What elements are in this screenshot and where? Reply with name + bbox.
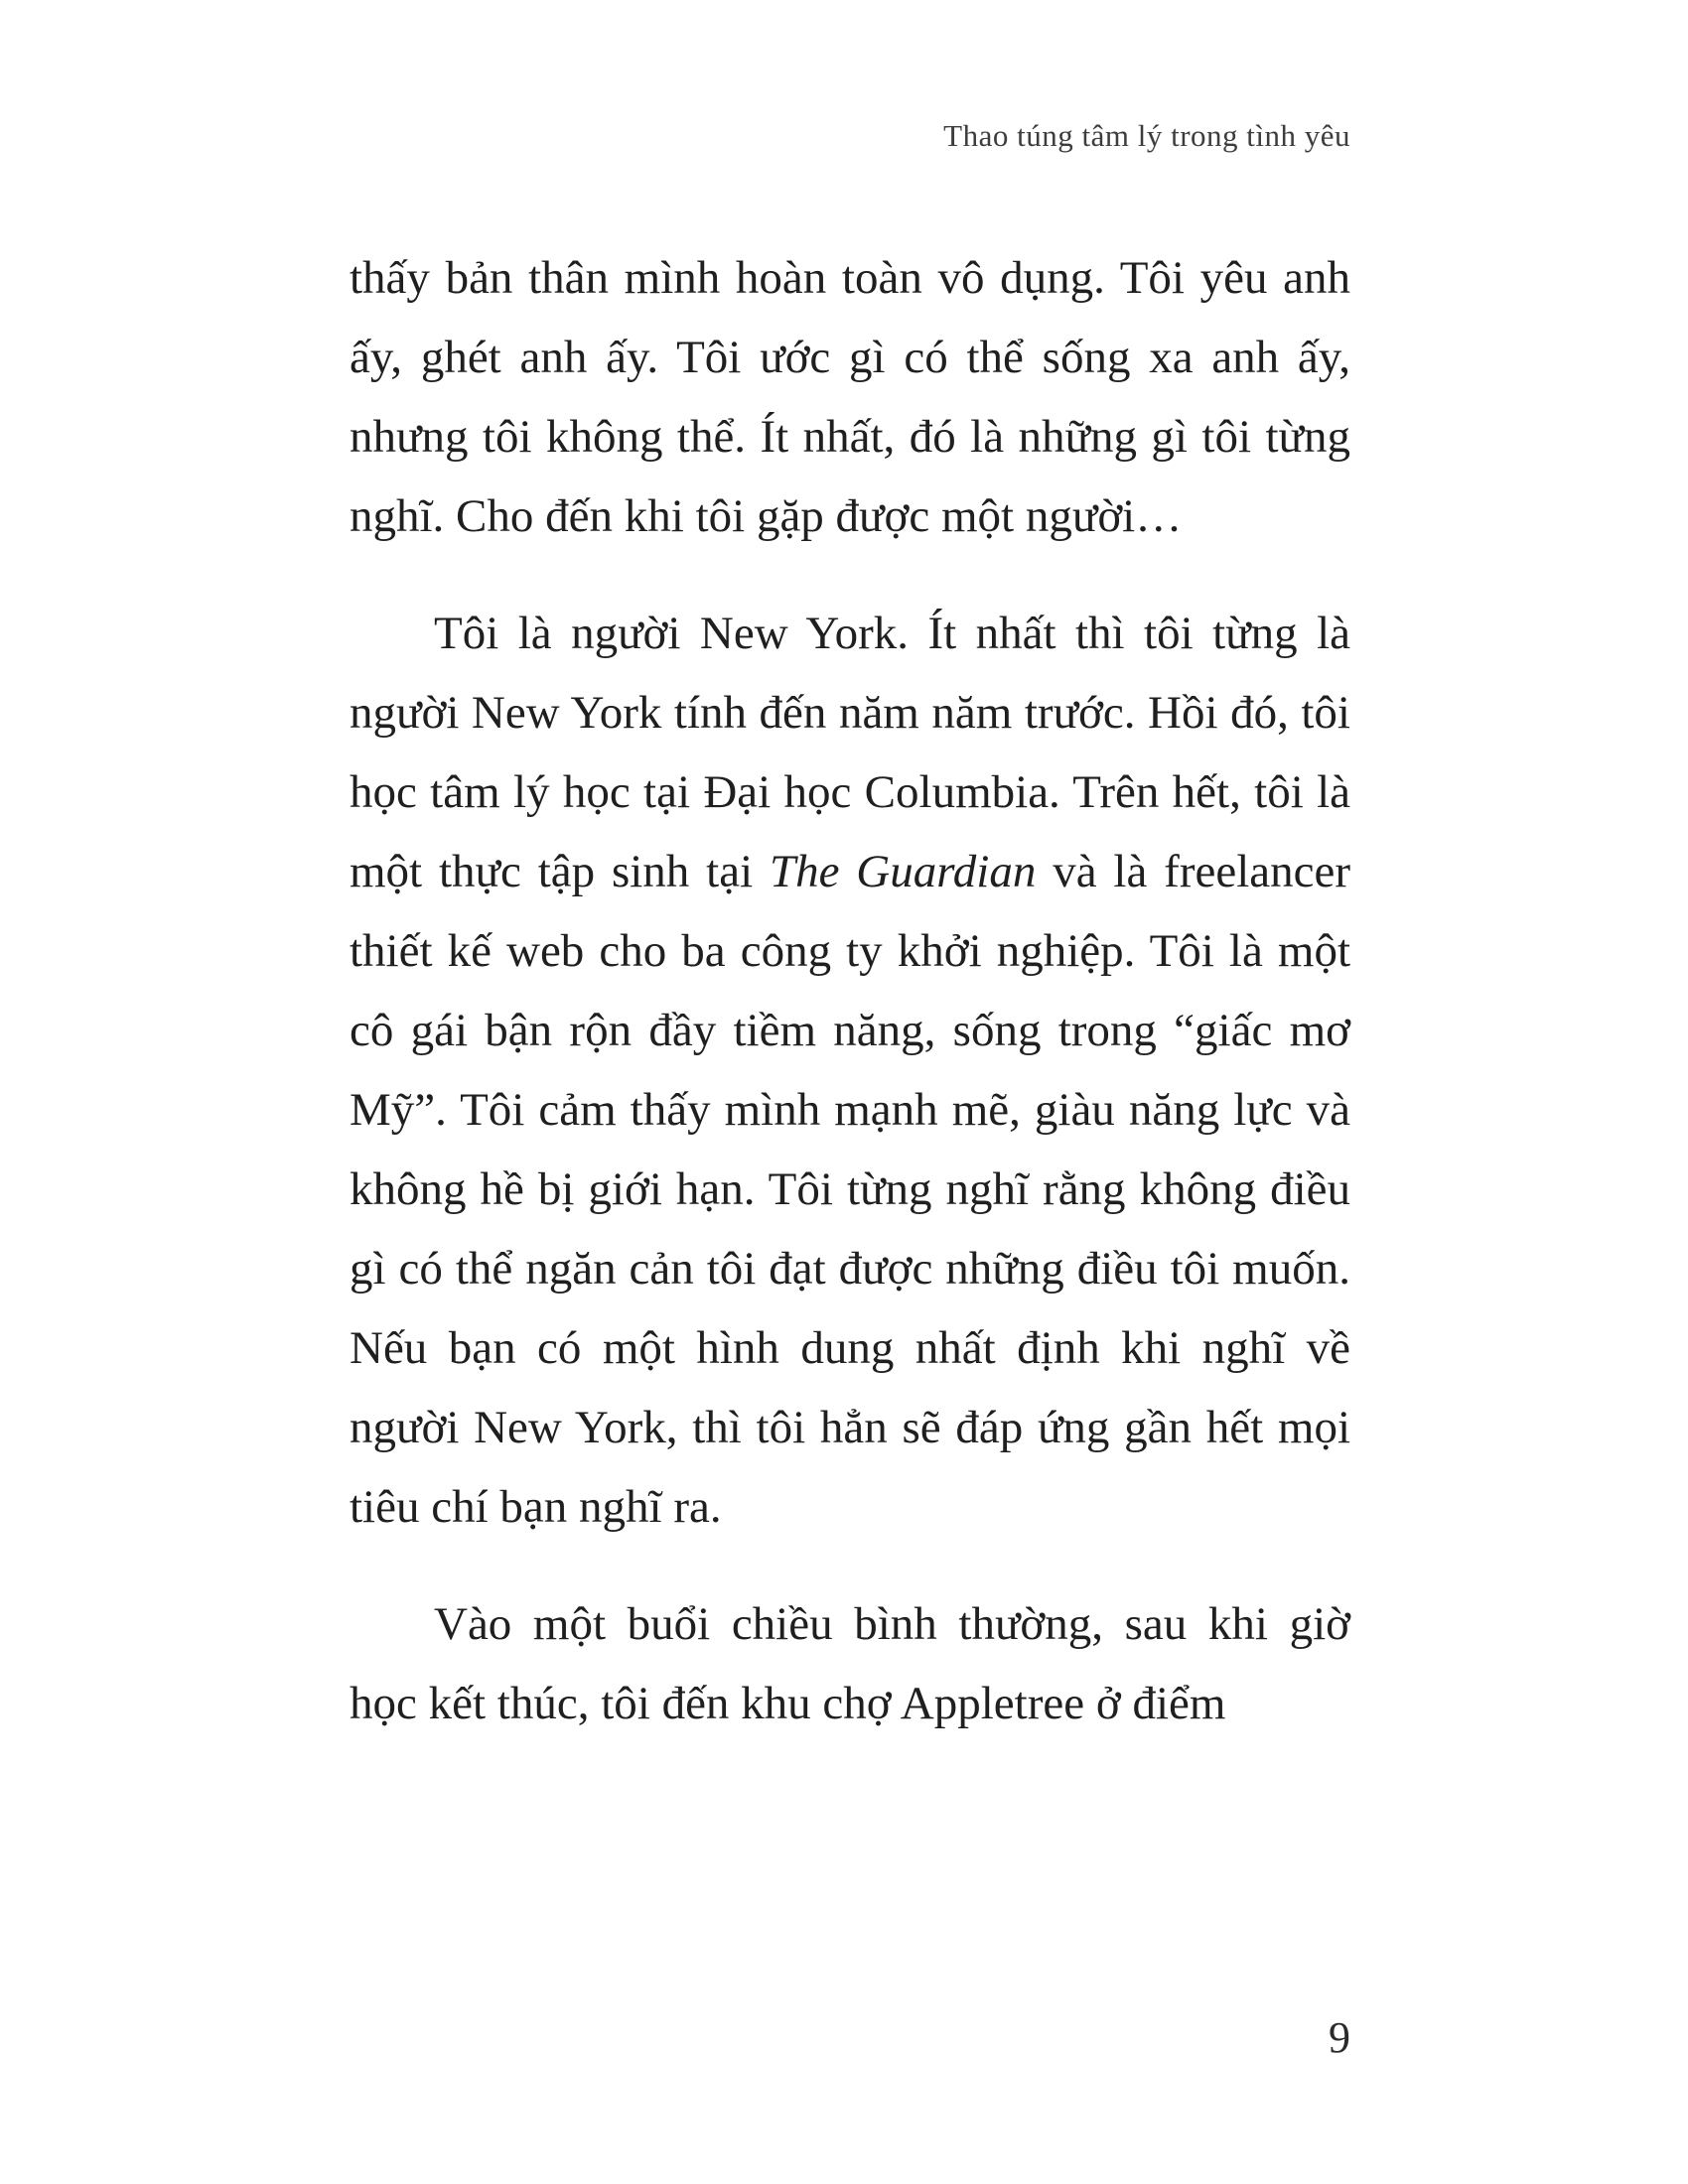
italic-publication-title: The Guardian <box>769 846 1037 897</box>
paragraph-text: thấy bản thân mình hoàn toàn vô dụng. Tôi yêu anh ấy, ghét anh ấy. Tôi ước gì có thể sống xa anh ấy, nhưng tôi không thể. Ít nhất, đó là những gì tôi từng nghĩ. Cho đến khi tôi gặp được một người… <box>350 252 1350 542</box>
paragraph <box>350 238 1350 556</box>
page-number: 9 <box>1329 2013 1350 2062</box>
paragraph-text: và là freelancer thiết kế web cho ba công ty khởi nghiệp. Tôi là một cô gái bận rộn đầy tiềm năng, sống trong “giấc mơ Mỹ”. Tôi cảm thấy mình mạnh mẽ, giàu năng lực và không hề bị giới hạn. Tôi từng nghĩ rằng không điều gì có thể ngăn cản tôi đạt được những điều tôi muốn. Nếu bạn có một hình dung nhất định khi nghĩ về người New York, thì tôi hẳn sẽ đáp ứng gần hết mọi tiêu chí bạn nghĩ ra. <box>350 846 1350 1533</box>
paragraph <box>350 1584 1350 1743</box>
paragraph-text: Tôi là người New York. Ít nhất thì tôi từng là người New York tính đến năm năm trước. Hồi đó, tôi học tâm lý học tại Đại học Columbia. Trên hết, tôi là một thực tập sinh tại <box>350 608 1350 897</box>
page-body <box>350 238 1350 1781</box>
running-header: Thao túng tâm lý trong tình yêu <box>943 118 1350 153</box>
paragraph-text: Vào một buổi chiều bình thường, sau khi giờ học kết thúc, tôi đến khu chợ Appletree ở điểm <box>350 1598 1350 1729</box>
paragraph <box>350 594 1350 1547</box>
